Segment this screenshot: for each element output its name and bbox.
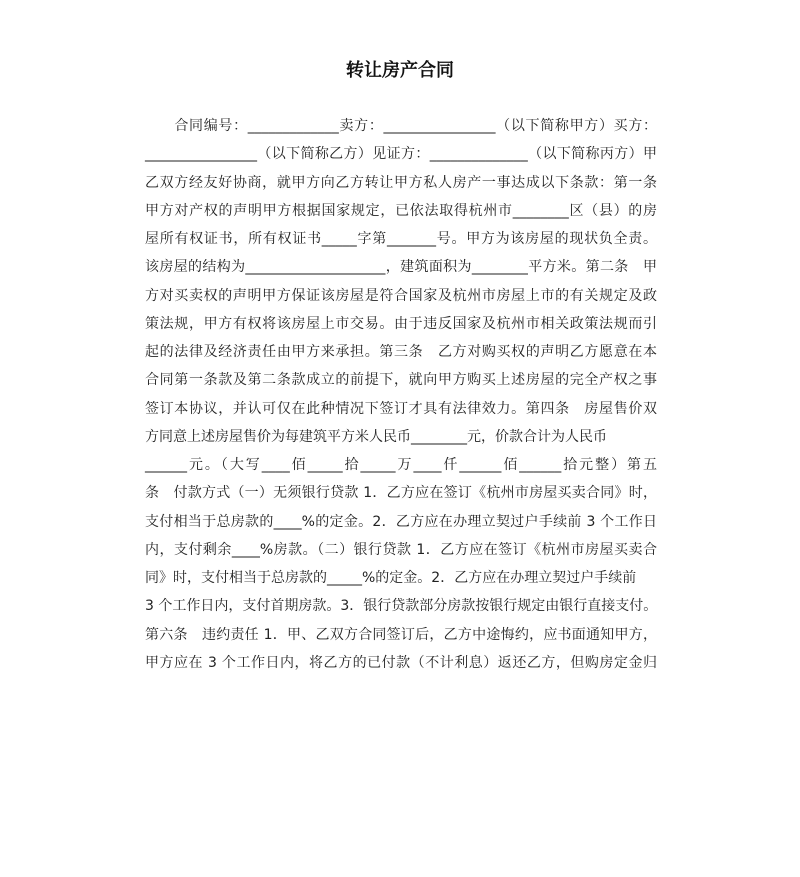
text-line: 支付相当于总房款的____%的定金。2．乙方应在办理立契过户手续前 3 个工作日 [145, 513, 657, 530]
text-line: ________________（以下简称乙方）见证方：______________（以下简称丙方）甲 [145, 146, 657, 163]
text-line: 甲方应在 3 个工作日内，将乙方的已付款（不计利息）返还乙方，但购房定金归 [145, 654, 657, 671]
text-line: 该房屋的结构为____________________，建筑面积为________平方米。第二条 甲 [145, 259, 657, 276]
text-line: 合同编号：_____________卖方：________________（以下简称甲方）买方： [145, 118, 657, 134]
text-line: 方同意上述房屋售价为每建筑平方米人民币________元，价款合计为人民币 [145, 428, 607, 445]
text-line: 内，支付剩余____%房款。（二）银行贷款 1．乙方应在签订《杭州市房屋买卖合 [145, 541, 657, 558]
text-line: 第六条 违约责任 1．甲、乙双方合同签订后，乙方中途悔约，应书面通知甲方， [145, 626, 657, 643]
text-line: 起的法律及经济责任由甲方来承担。第三条 乙方对购买权的声明乙方愿意在本 [145, 344, 657, 360]
text-line: 方对买卖权的声明甲方保证该房屋是符合国家及杭州市房屋上市的有关规定及政 [145, 287, 657, 304]
document-body [145, 112, 657, 677]
text-line: 策法规，甲方有权将该房屋上市交易。由于违反国家及杭州市相关政策法规而引 [145, 315, 657, 332]
text-line: 同》时，支付相当于总房款的_____%的定金。2．乙方应在办理立契过户手续前 [145, 570, 637, 586]
text-line: 屋所有权证书，所有权证书_____字第_______号。甲方为该房屋的现状负全责。 [145, 231, 657, 247]
text-line: 合同第一条款及第二条款成立的前提下，就向甲方购买上述房屋的完全产权之事 [145, 372, 657, 389]
text-line: 乙双方经友好协商，就甲方向乙方转让甲方私人房产一事达成以下条款：第一条 [145, 174, 657, 191]
text-line: 甲方对产权的声明甲方根据国家规定，已依法取得杭州市________区（县）的房 [145, 202, 657, 219]
text-line: 3 个工作日内，支付首期房款。3．银行贷款部分房款按银行规定由银行直接支付。 [145, 598, 658, 615]
text-line: 签订本协议，并认可仅在此种情况下签订才具有法律效力。第四条 房屋售价双 [145, 400, 657, 417]
document-title: 转让房产合同 [346, 60, 454, 81]
text-line: 条 付款方式（一）无须银行贷款 1．乙方应在签订《杭州市房屋买卖合同》时， [145, 485, 657, 502]
text-line: ______元。（大写____佰_____拾_____万____仟______佰______拾元整）第五 [145, 457, 657, 473]
